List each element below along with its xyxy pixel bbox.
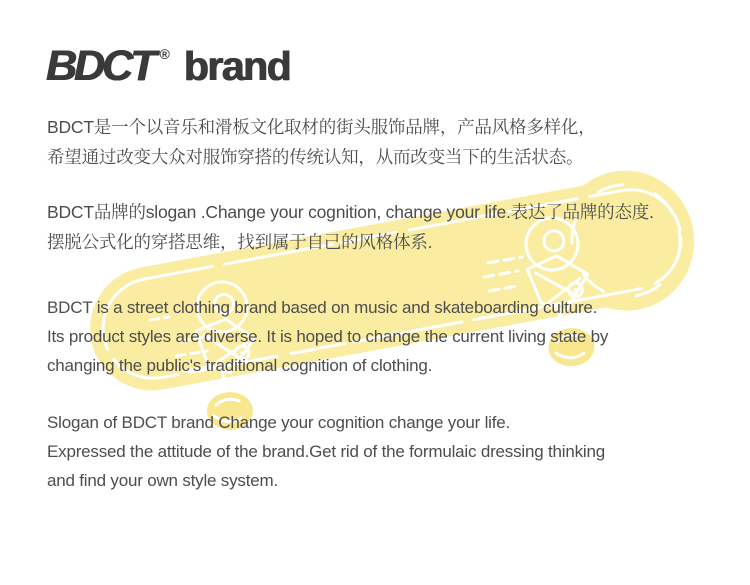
text-line: and find your own style system. <box>47 471 278 490</box>
slogan-paragraph-chinese <box>47 197 654 257</box>
text-line: 摆脱公式化的穿搭思维，找到属于自己的风格体系. <box>47 232 433 252</box>
text-line: Expressed the attitude of the brand.Get rid of the formulaic dressing thinking <box>47 442 606 461</box>
text-line: 希望通过改变大众对服饰穿搭的传统认知，从而改变当下的生活状态。 <box>47 147 584 167</box>
text-line: BDCT是一个以音乐和滑板文化取材的街头服饰品牌，产品风格多样化， <box>47 117 596 137</box>
brand-logo <box>46 44 290 88</box>
text-line: Slogan of BDCT brand Change your cognition change your life. <box>47 413 511 432</box>
registered-trademark-icon: ® <box>159 46 170 62</box>
logo-wordmark: BDCT <box>46 42 154 90</box>
intro-paragraph-chinese <box>47 112 596 172</box>
text-line: changing the public's traditional cognition of clothing. <box>47 356 433 375</box>
slogan-paragraph-english <box>47 408 605 495</box>
logo-brand-word: brand <box>183 43 291 89</box>
text-line: BDCT is a street clothing brand based on music and skateboarding culture. <box>47 298 598 317</box>
text-line: BDCT品牌的slogan .Change your cognition, change your life.表达了品牌的态度. <box>47 202 654 222</box>
text-line: Its product styles are diverse. It is hoped to change the current living state by <box>47 327 609 346</box>
intro-paragraph-english <box>47 293 608 380</box>
